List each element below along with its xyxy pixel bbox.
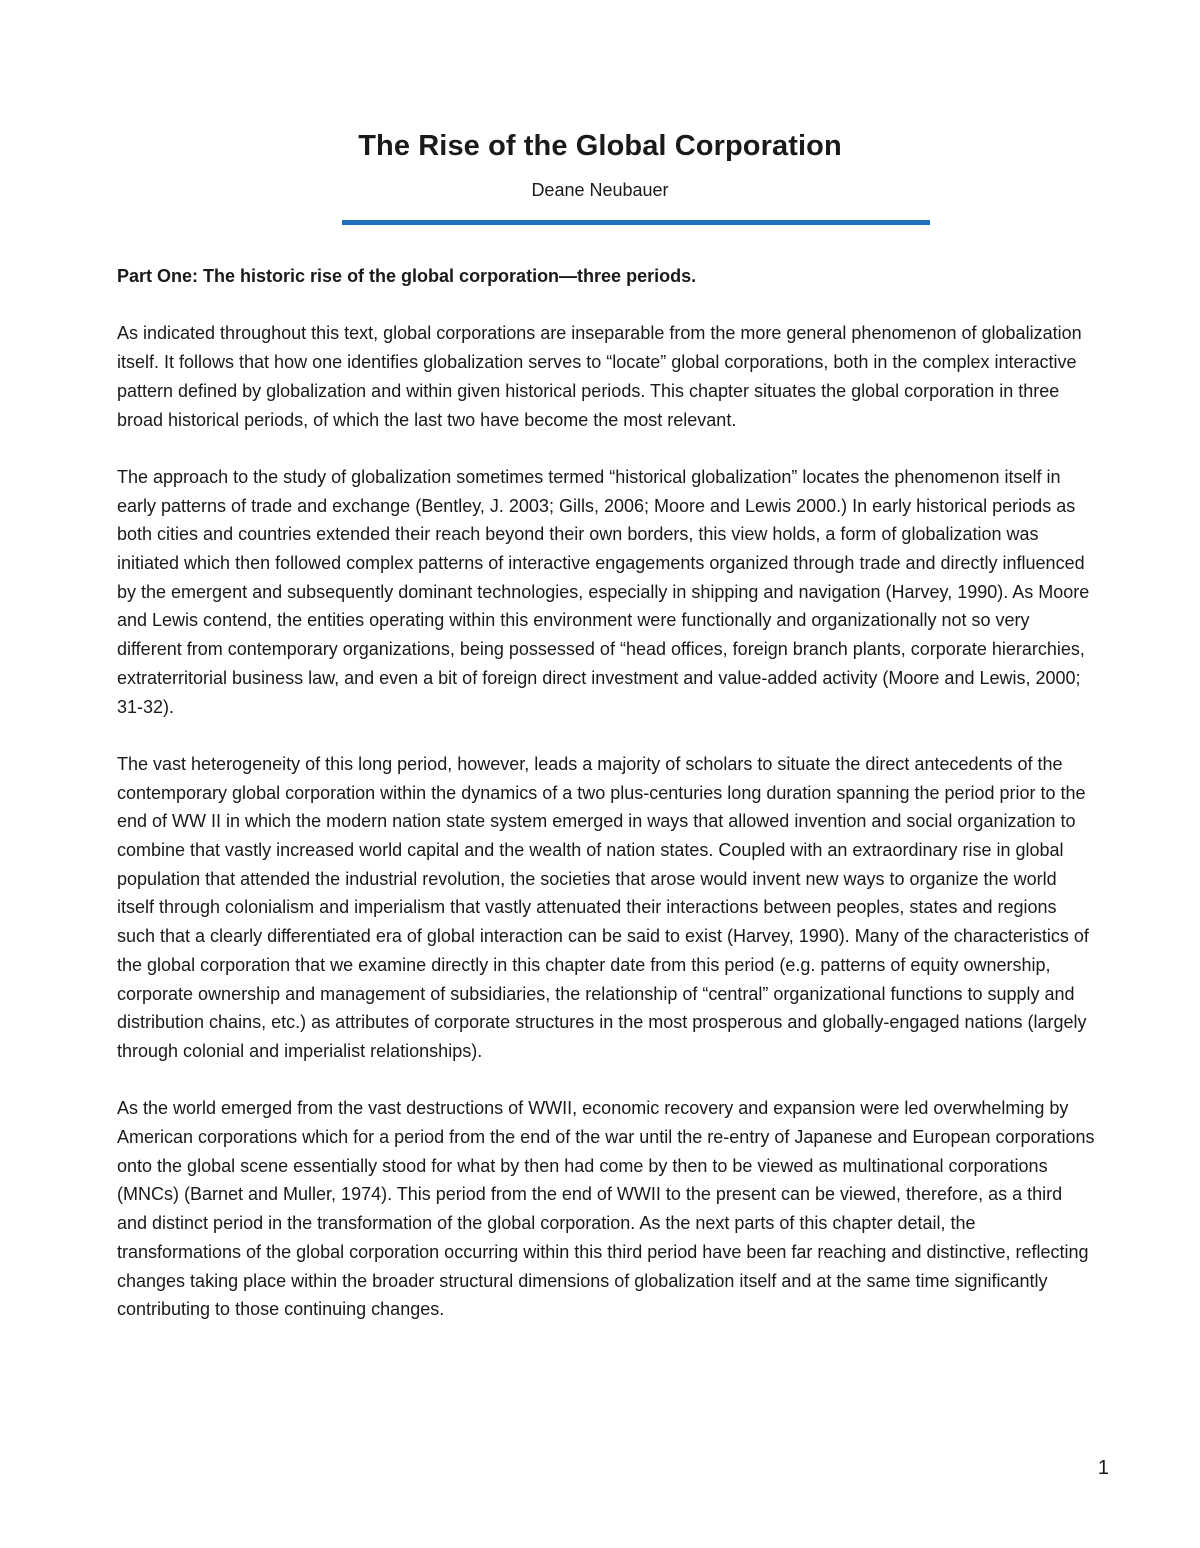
body-paragraph: As the world emerged from the vast destructions of WWII, economic recovery and expansion were led overwhelming by American corporations which for a period from the end of the war until the re-entry of Japanese and European corporations onto the global scene essentially stood for what by then had come by then to be viewed as multinational corporations (MNCs) (Barnet and Muller, 1974). This period from the end of WWII to the present can be viewed, therefore, as a third and distinct period in the transformation of the global corporation. As the next parts of this chapter detail, the transformations of the global corporation occurring within this third period have been far reaching and distinctive, reflecting changes taking place within the broader structural dimensions of globalization itself and at the same time significantly contributing to those continuing changes. [117, 1098, 1095, 1320]
title-divider [342, 220, 930, 225]
page-number: 1 [1097, 1457, 1109, 1479]
body-paragraph: The approach to the study of globalization sometimes termed “historical globalization” locates the phenomenon itself in early patterns of trade and exchange (Bentley, J. 2003; Gills, 2006; Moore and Lewis 2000.) In early historical periods as both cities and countries extended their reach beyond their own borders, this view holds, a form of globalization was initiated which then followed complex patterns of interactive engagements organized through trade and directly influenced by the emergent and subsequently dominant technologies, especially in shipping and navigation (Harvey, 1990). As Moore and Lewis contend, the entities operating within this environment were functionally and organizationally not so very different from contemporary organizations, being possessed of “head offices, foreign branch plants, corporate hierarchies, extraterritorial business law, and even a bit of foreign direct investment and value-added activity (Moore and Lewis, 2000; 31-32). [117, 466, 1090, 717]
body-paragraph: The vast heterogeneity of this long period, however, leads a majority of scholars to situate the direct antecedents of the contemporary global corporation within the dynamics of a two plus-centuries long duration spanning the period prior to the end of WW II in which the modern nation state system emerged in ways that allowed invention and social organization to combine that vastly increased world capital and the wealth of nation states. Coupled with an extraordinary rise in global population that attended the industrial revolution, the societies that arose would invent new ways to organize the world itself through colonialism and imperialism that vastly attenuated their interactions between peoples, states and regions such that a clearly differentiated era of global interaction can be said to exist (Harvey, 1990). Many of the characteristics of the global corporation that we examine directly in this chapter date from this period (e.g. patterns of equity ownership, corporate ownership and management of subsidiaries, the relationship of “central” organizational functions to supply and distribution chains, etc.) as attributes of corporate structures in the most prosperous and globally-engaged nations (largely through colonial and imperialist relationships). [117, 753, 1089, 1061]
document-body [117, 262, 1097, 1324]
body-paragraph: As indicated throughout this text, global corporations are inseparable from the more general phenomenon of globalization itself. It follows that how one identifies globalization serves to “locate” global corporations, both in the complex interactive pattern defined by globalization and within given historical periods. This chapter situates the global corporation in three broad historical periods, of which the last two have become the most relevant. [117, 323, 1082, 430]
document-title: The Rise of the Global Corporation [358, 130, 842, 162]
section-heading: Part One: The historic rise of the global corporation—three periods. [117, 266, 697, 286]
author-name: Deane Neubauer [531, 180, 669, 200]
